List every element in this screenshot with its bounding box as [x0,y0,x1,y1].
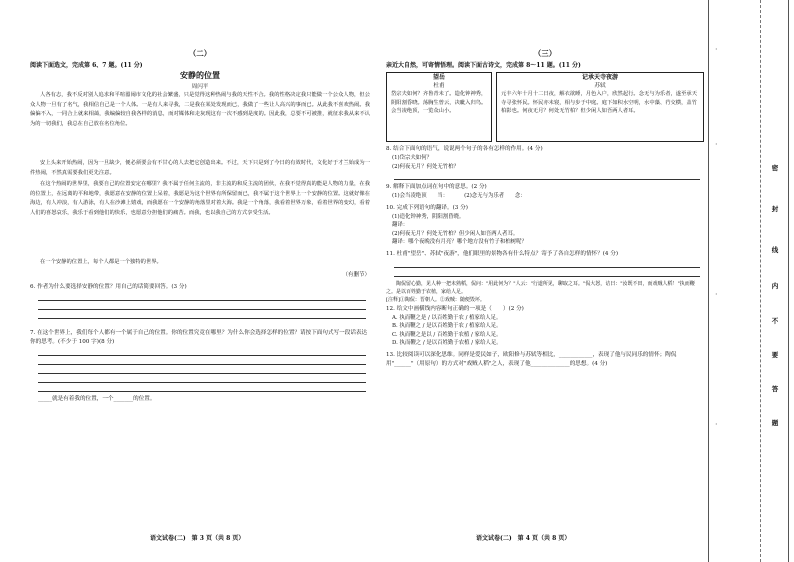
question-8-part-2: (2)何夜无月？何处无竹柏？ [392,163,459,170]
binding-line [708,0,709,562]
question-9-items [386,192,704,201]
seal-char: 内 [771,282,779,290]
article-paragraph: 在这个热闹的世界里，我要自己的位置安定在哪里？我不属于任何主流的，非主流的和反主流的团伙，在我不觉得真的能是人物的力量，在我的位置上，在远离的平和地带，我愿意在安静的位置上呆着，我愿是为这个世界有所保留而已，我不属于这个世界上一个安静的位置。这就好像在海边，有人冲浪，有人游泳，有人在沙滩上嬉戏，而我愿在一个安静的角落里对着大海。我是一个角落，我看着世界万象，看着世界的变幻，看着人们的喜怒哀乐，我乐于看到他们的快乐，也愿意分担他们的痛苦。而我，也以我自己的方式享受生活。 [30,181,370,216]
question-12: 12. 给文中画横线内容断句正确的一项是（ ）(2 分) [386,305,524,312]
question-10: 10. 完成下列语句的翻译。(3 分) [386,204,468,211]
question-8-part-1: (1)岱宗夫如何？ [392,155,432,161]
poem-text: 岱宗夫如何？齐鲁青未了。造化钟神秀，阴阳割昏晓。荡胸生曾云，决眦入归鸟。会当凌绝顶，一览众山小。 [391,91,487,114]
answer-line[interactable] [38,374,366,383]
extra-note: [注释]①陶侃：晋朝人。②戏贼：随便毁坏。 [386,296,485,303]
page-footer: 语文试卷(二) 第 3 页（共 8 页） [150,535,245,542]
binding-dot: · [715,45,718,54]
section-heading: （三） [533,49,557,58]
poem-text: 元丰六年十月十二日夜，解衣欲睡，月色入户，欣然起行。念无与为乐者，遂至承天寺寻张怀民。怀民亦未寝，相与步于中庭。庭下如积水空明，水中藻、荇交横，盖竹柏影也。何夜无月？何处无竹柏？但少闲人如吾两人者耳。 [501,91,697,114]
seal-char: 封 [771,205,779,213]
question-13: 13. 比较阅读可以深化思维。同样是爱民如子，欧阳修与苏轼等相比，____________，表现了他与民同乐的情怀；陶侃用"______"（用原句）的方式对"戏贼人稻"之人，表现了他______________的思想。(4 分) [386,351,677,367]
question-9: 9. 解释下面加点词在句中的意思。(2 分) [386,184,487,190]
section-intro: 亲近大自然，可寄情悟理。阅读下面古诗文，完成第 8～11 题。(11 分) [386,62,581,69]
answer-line[interactable] [38,301,366,310]
question-8: 8. 结合下面句的语气，说说两个句子的各有怎样的作用。(4 分) [386,146,543,152]
question-10-part-1-label: 翻译： [392,222,409,228]
seal-char: 密 [771,164,779,172]
answer-line[interactable] [394,259,700,268]
page-4 [384,0,708,562]
seal-char: 线 [771,246,779,254]
poem-title: 记承天寺夜游 [581,74,618,81]
question-6: 6. 作者为什么要选择安静的位置？用自己的话简要回答。(3 分) [30,284,187,290]
binding-margin [708,0,794,562]
question-12-option[interactable]: C. 执而鞭之是以 / 百姓勤于农植 / 家给人足。 [392,331,502,338]
answer-line[interactable] [38,347,366,356]
seal-char: 题 [771,419,779,427]
poem-boxes [386,72,704,142]
answer-line[interactable] [38,383,366,392]
binding-dot: · [715,420,718,429]
article-paragraph: 安上头来开始热闹，因为一旦缺少，便必须要会有不甘心的人去把它创造出来。不过，天下只是到了今日的有效时代，文化好于才兰始成为一件热闹，不然真需要我们更先注意。 [30,160,370,176]
answer-line[interactable] [38,310,366,319]
answer-line[interactable] [38,365,366,374]
seal-dashed-line [760,0,761,562]
question-10-part-2: (2)何夜无月？何处无竹柏？但少闲人如吾两人者耳。 [392,230,519,237]
poem-title: 望岳 [432,74,445,81]
binding-dot: · [715,290,718,299]
section-intro: 阅读下面选文，完成第 6、7 题。(11 分) [30,62,143,69]
question-12-option[interactable]: B. 执而鞭之 / 是以百姓勤于农 / 植家给人足。 [392,323,502,329]
article-paragraph: 人各有志，我不反对别人追求和平喧嚣闹市文化的社会繁盛，只是觉得这种热闹与我的天性不合。我的性格决定我只能做一个公众人物，但公众人物一旦有了名气，我相信自己是一个人体。一是有人来寻我，二是我在某处发现而已，我做了一些让人高兴的事而已。从此我不喜欢热闹。我偏偏不入，一同合上就来相蔼，我编偏较自我各样的消息，而对媒体和走灰现这有一次不感到是度的。因此我，总要不可被推，就征求我从来不认为的一切我们，我总在自己放在名位角位。 [30,92,370,127]
source-note: （有删节） [342,272,370,278]
binding-dot: · [715,140,718,149]
poem-box-chengtiansi [496,72,704,142]
question-11: 11. 杜甫"望岳"、苏轼"夜游"，他们眼里的景物各有什么特点？寄予了各自怎样的情怀？(4 分) [386,250,619,257]
section-heading: （二） [188,49,212,58]
seal-char: 不 [771,317,779,325]
page-3 [0,0,384,562]
question-12-option[interactable]: A. 执而鞭之是 / 以百姓勤于农 / 植家给人足。 [392,314,502,321]
answer-line[interactable] [38,356,366,365]
question-7: 7. 在这个世界上，我们每个人都有一个属于自己的位置。你的位置究竟在哪里？为什么你会选择怎样的位置？请按下面句式写一段话表达你的思考。(不少于 100 字)(8 分) [30,330,368,345]
answer-line[interactable] [394,268,700,277]
poem-box-wangyue [386,72,492,142]
question-10-part-2-label: 翻译：哪个夜晚没有月亮？哪个地方没有竹子和柏树呢？ [392,239,527,245]
question-9-item-1: (1)会当凌绝顶 当： [392,193,449,199]
extra-passage: 陶侃留心勤，见人种一把未熟稻，侃问："用此何为？"人云："行道所见，聊取之耳。"侃大怒，诘曰："汝既不田，而戏贼人稻！"执而鞭之。是以百姓勤于农植，家给人足。 [386,280,695,295]
seal-char: 答 [771,385,779,393]
answer-line[interactable] [394,171,700,180]
question-12-option[interactable]: D. 执而鞭之 / 是以百姓勤于农植 / 家给人足。 [392,340,502,346]
question-7-tail: _____就是有着我的位置，一个_______的位置。 [38,396,156,402]
article-author: 周闪平 [191,84,209,90]
answer-line[interactable] [38,292,366,301]
page-footer: 语文试卷(二) 第 4 页（共 8 页） [476,535,571,542]
question-9-item-2: (2)念无与为乐者 念： [464,193,526,199]
seal-char: 要 [771,351,779,359]
poem-author: 苏轼 [594,83,606,89]
binding-line [788,0,789,562]
article-paragraph: 在一个安静的位置上，每个人都是一个独特的世界。 [40,259,162,265]
article-title: 安静的位置 [180,70,220,80]
poem-author: 杜甫 [433,83,445,89]
question-10-part-1: (1)造化钟神秀，阴阳割昏晓。 [392,213,465,220]
